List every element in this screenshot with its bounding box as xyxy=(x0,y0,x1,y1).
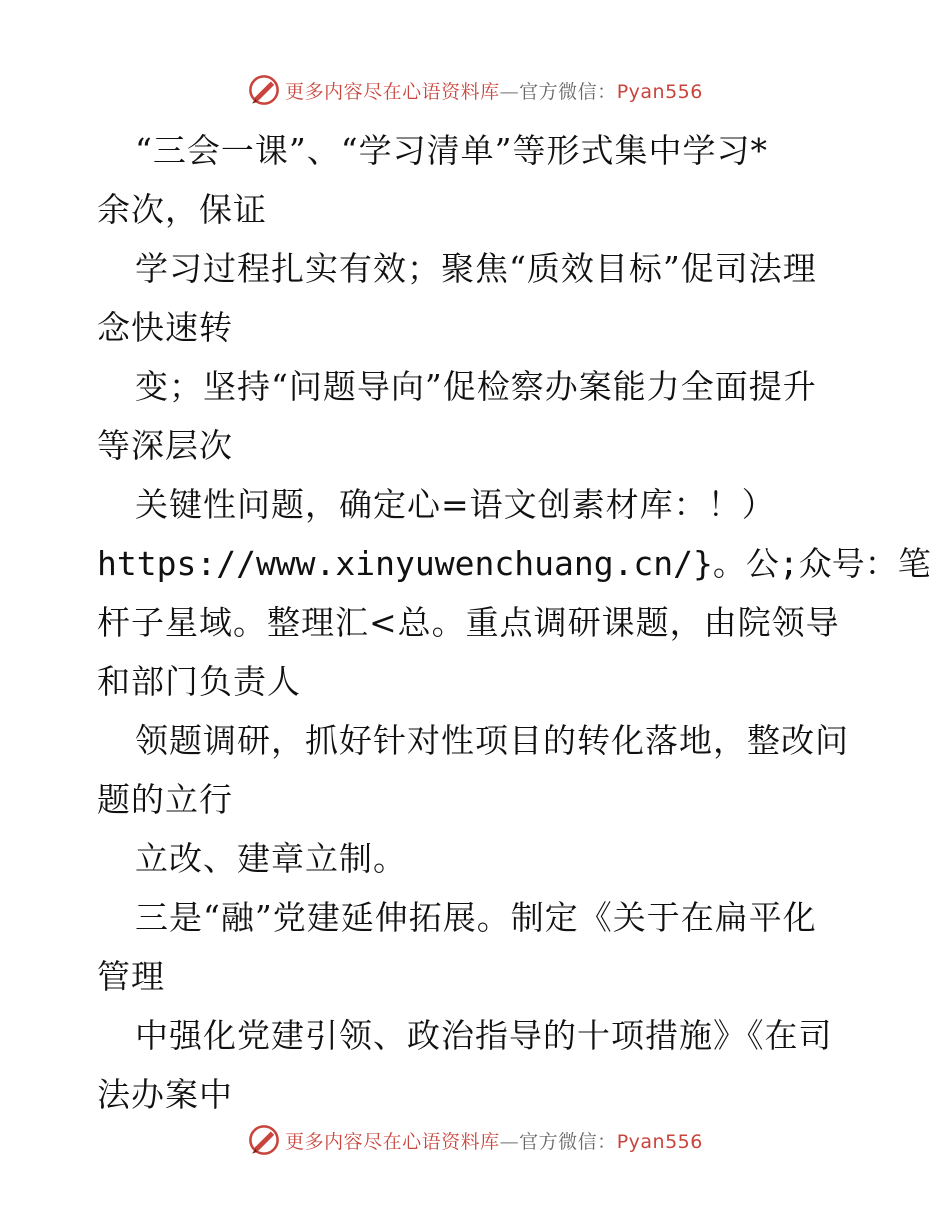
text-line: 题的立行 xyxy=(97,780,233,819)
watermark-main: 更多内容尽在心语资料库 xyxy=(285,80,500,103)
text-line: 领题调研，抓好针对性项目的转化落地，整改问 xyxy=(135,721,849,760)
text-line: 变；坚持“问题导向”促检察办案能力全面提升 xyxy=(135,367,817,406)
text-line: 念快速转 xyxy=(97,308,233,347)
document-body xyxy=(97,121,931,1124)
watermark-sub: 官方微信： xyxy=(519,1130,617,1153)
text-line: 关键性问题，确定心=语文创素材库：！） xyxy=(135,485,776,524)
text-line: 法办案中 xyxy=(97,1075,233,1114)
text-line: 管理 xyxy=(97,957,165,996)
watermark-dash: — xyxy=(499,80,520,103)
pen-logo-icon xyxy=(247,73,281,107)
text-line: 立改、建章立制。 xyxy=(135,839,407,878)
watermark-dash: — xyxy=(499,1130,520,1153)
text-line: https://www.xinyuwenchuang.cn/}。公;众号：笔 xyxy=(97,544,931,583)
text-line: 余次，保证 xyxy=(97,190,267,229)
text-line: 等深层次 xyxy=(97,426,233,465)
text-line: 杆子星域。整理汇<总。重点调研课题，由院领导 xyxy=(97,603,840,642)
footer-watermark xyxy=(0,1120,950,1160)
watermark-text xyxy=(285,1127,703,1154)
text-line: “三会一课”、“学习清单”等形式集中学习* xyxy=(135,131,768,170)
text-line: 三是“融”党建延伸拓展。制定《关于在扁平化 xyxy=(135,898,817,937)
pen-logo-icon xyxy=(247,1123,281,1157)
watermark-sub: 官方微信： xyxy=(519,80,617,103)
watermark-account: Pyan556 xyxy=(616,1130,703,1153)
text-line: 中强化党建引领、政治指导的十项措施》《在司 xyxy=(135,1016,833,1055)
watermark-account: Pyan556 xyxy=(616,80,703,103)
text-line: 和部门负责人 xyxy=(97,662,301,701)
header-watermark xyxy=(0,70,950,110)
text-line: 学习过程扎实有效；聚焦“质效目标”促司法理 xyxy=(135,249,817,288)
watermark-text xyxy=(285,77,703,104)
watermark-main: 更多内容尽在心语资料库 xyxy=(285,1130,500,1153)
